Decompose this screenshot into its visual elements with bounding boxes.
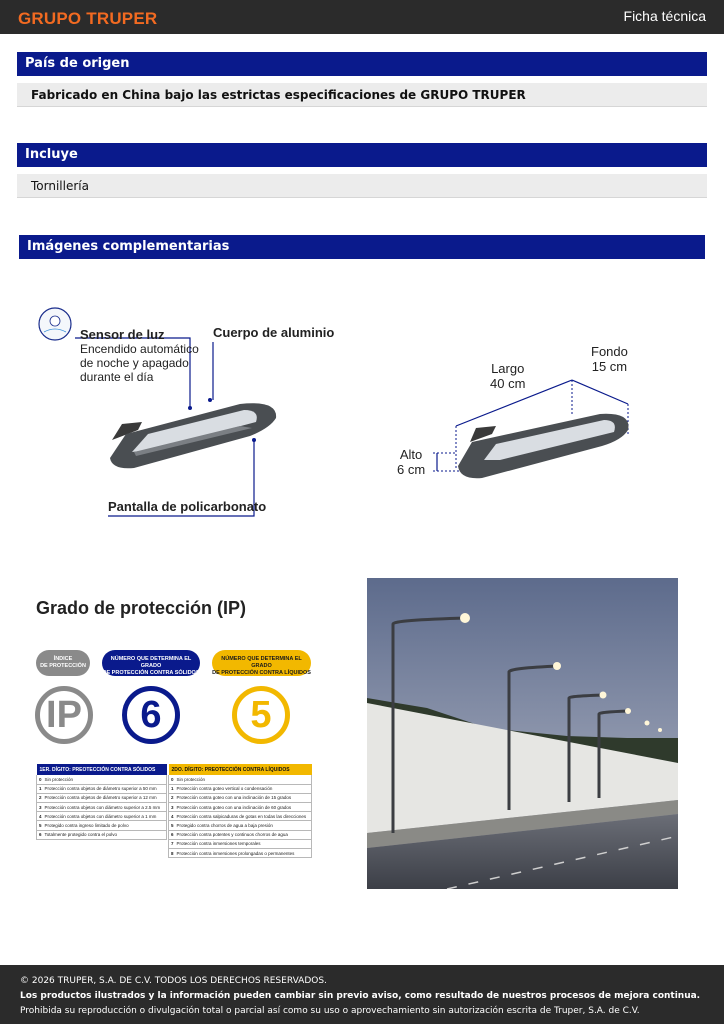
label-fondo-value: 15 cm: [591, 358, 628, 374]
ip-liquids-description: Protección contra goteo con una inclinación de 15 grados: [176, 795, 292, 801]
ip-liquids-code: 4: [171, 813, 174, 819]
ip-liquids-code: 0: [171, 776, 174, 782]
ip-solids-code: 0: [39, 776, 42, 782]
section-title-origin: País de origen: [17, 52, 707, 76]
ip-solids-cell: [37, 830, 167, 839]
ip-badge-index-line2: DE PROTECCIÓN: [40, 663, 86, 669]
ip-badge-index-line1: ÍNDICE: [53, 656, 73, 662]
street-lights-photo: [367, 578, 678, 889]
section-body-origin: Fabricado en China bajo las estrictas especificaciones de GRUPO TRUPER: [17, 83, 707, 107]
ip-solids-code: 5: [39, 823, 42, 829]
ip-liquids-code: 3: [171, 804, 174, 810]
ip-solids-code: 6: [39, 832, 42, 838]
ip-badge-solids-line2: DE PROTECCIÓN CONTRA SÓLIDOS: [102, 670, 200, 676]
ip-liquids-cell: [169, 775, 312, 784]
label-alto: [397, 448, 425, 477]
ip-solids-row: [37, 793, 167, 802]
ip-liquids-cell: [169, 830, 312, 839]
ip-liquids-code: 6: [171, 832, 174, 838]
ip-solids-row: [37, 803, 167, 812]
ip-solids-description: Protección contra objetos con diámetro superior a 1 mm: [44, 813, 157, 819]
footer: [0, 965, 724, 1024]
ip-table-solids-header: 1ER. DÍGITO: PREOTECCIÓN CONTRA SÓLIDOS: [37, 764, 167, 775]
ip-liquids-cell: [169, 803, 312, 812]
footer-copyright: © 2026 TRUPER, S.A. DE C.V. TODOS LOS DERECHOS RESERVADOS.: [20, 976, 327, 986]
label-largo-name: Largo: [491, 361, 525, 376]
ip-liquids-row: [169, 821, 312, 830]
ip-circle-solids: 6: [122, 686, 180, 744]
ip-liquids-code: 1: [171, 786, 174, 792]
ip-solids-cell: [37, 775, 167, 784]
ip-table-solids: [36, 764, 167, 840]
section-title-includes: Incluye: [17, 143, 707, 167]
ip-liquids-row: [169, 784, 312, 793]
ip-liquids-description: Protección contra salpicaduras de gotas en todas las direcciones: [176, 813, 307, 819]
ip-badge-liquids: [212, 650, 311, 676]
ip-liquids-row: [169, 803, 312, 812]
ip-badge-index: [36, 650, 90, 676]
ip-liquids-cell: [169, 812, 312, 821]
ip-solids-description: Protección contra objetos de diámetro superior a 12 mm: [44, 795, 157, 801]
ip-liquids-description: Sin protección: [176, 776, 206, 782]
ip-solids-row: [37, 812, 167, 821]
ip-circle-index: IP: [35, 686, 93, 744]
label-body: Cuerpo de aluminio: [213, 325, 335, 340]
footer-prohibition: Prohibida su reproducción o divulgación total o parcial así como su uso o aprovechamiento sin autorización escrita de Truper, S.A. de C.V.: [20, 1006, 640, 1016]
label-sensor-title: Sensor de luz: [80, 327, 165, 342]
footer-disclaimer: Los productos ilustrados y la información pueden cambiar sin previo aviso, como resultado de nuestros procesos de mejora continua.: [20, 991, 701, 1001]
label-screen: Pantalla de policarbonato: [108, 499, 267, 514]
ip-solids-description: Protección contra objetos de diámetro superior a 50 mm: [44, 786, 157, 792]
ip-liquids-description: Protección contra inmersiones prolongadas o permanentes: [176, 850, 295, 856]
ip-solids-row: [37, 821, 167, 830]
ip-solids-description: Totalmente protegido contra el polvo: [44, 832, 118, 838]
ip-liquids-code: 2: [171, 795, 174, 801]
ip-liquids-row: [169, 839, 312, 848]
ip-solids-cell: [37, 821, 167, 830]
brand-logo: GRUPO TRUPER: [18, 9, 158, 28]
ip-liquids-cell: [169, 849, 312, 858]
label-largo-value: 40 cm: [490, 375, 526, 391]
ip-liquids-row: [169, 830, 312, 839]
ip-liquids-row: [169, 775, 312, 784]
ip-solids-description: Protección contra objetos con diámetro superior a 2.5 mm: [44, 804, 161, 810]
ip-liquids-description: Protección contra inmersiones temporales: [176, 841, 261, 847]
ip-table-liquids: [168, 764, 312, 858]
ip-solids-cell: [37, 812, 167, 821]
ip-liquids-row: [169, 849, 312, 858]
top-bar: [0, 0, 724, 34]
ip-liquids-description: Protección contra potentes y continuos chorros de agua: [176, 832, 288, 838]
ip-liquids-code: 8: [171, 850, 174, 856]
ip-solids-cell: [37, 803, 167, 812]
label-alto-value: 6 cm: [397, 461, 426, 477]
ip-solids-code: 4: [39, 813, 42, 819]
section-body-includes: Tornillería: [17, 174, 707, 198]
ip-solids-code: 2: [39, 795, 42, 801]
label-largo: [490, 362, 525, 391]
ip-solids-cell: [37, 784, 167, 793]
ip-liquids-code: 7: [171, 841, 174, 847]
section-title-images: Imágenes complementarias: [19, 235, 705, 259]
ip-solids-description: Protegido contra ingreso limitado de polvo: [44, 823, 129, 829]
ip-badge-liquids-line1: NÚMERO QUE DETERMINA EL GRADO: [221, 656, 302, 669]
ip-liquids-description: Protección contra goteo vertical o condensación: [176, 786, 273, 792]
ip-badge-solids-line1: NÚMERO QUE DETERMINA EL GRADO: [110, 656, 192, 669]
label-sensor-desc-2: de noche y apagado: [80, 356, 189, 370]
ip-liquids-cell: [169, 821, 312, 830]
ip-table-liquids-header: 2DO. DÍGITO: PREOTECCIÓN CONTRA LÍQUIDOS: [169, 764, 312, 775]
ip-liquids-cell: [169, 784, 312, 793]
ip-liquids-row: [169, 793, 312, 802]
label-sensor-desc-1: Encendido automático: [80, 342, 199, 356]
ip-liquids-description: Protección contra goteo con una inclinación de 60 grados: [176, 804, 292, 810]
ip-solids-row: [37, 830, 167, 839]
ip-solids-cell: [37, 793, 167, 802]
ip-liquids-cell: [169, 839, 312, 848]
ip-liquids-cell: [169, 793, 312, 802]
label-sensor-desc-3: durante el día: [80, 370, 154, 384]
ip-solids-code: 3: [39, 804, 42, 810]
document-type: Ficha técnica: [623, 8, 706, 24]
ip-solids-row: [37, 775, 167, 784]
label-fondo-name: Fondo: [591, 344, 628, 359]
ip-liquids-row: [169, 812, 312, 821]
ip-badge-liquids-line2: DE PROTECCIÓN CONTRA LÍQUIDOS: [212, 670, 311, 676]
ip-solids-row: [37, 784, 167, 793]
ip-circle-liquids: 5: [232, 686, 290, 744]
label-fondo: [591, 345, 628, 374]
ip-solids-description: Sin protección: [44, 776, 74, 782]
label-alto-name: Alto: [399, 447, 423, 462]
ip-solids-code: 1: [39, 786, 42, 792]
ip-badge-solids: [102, 650, 200, 676]
ip-liquids-code: 5: [171, 823, 174, 829]
ip-liquids-description: Protegido contra chorros de agua a baja presión: [176, 823, 273, 829]
ip-title: Grado de protección (IP): [36, 598, 247, 618]
